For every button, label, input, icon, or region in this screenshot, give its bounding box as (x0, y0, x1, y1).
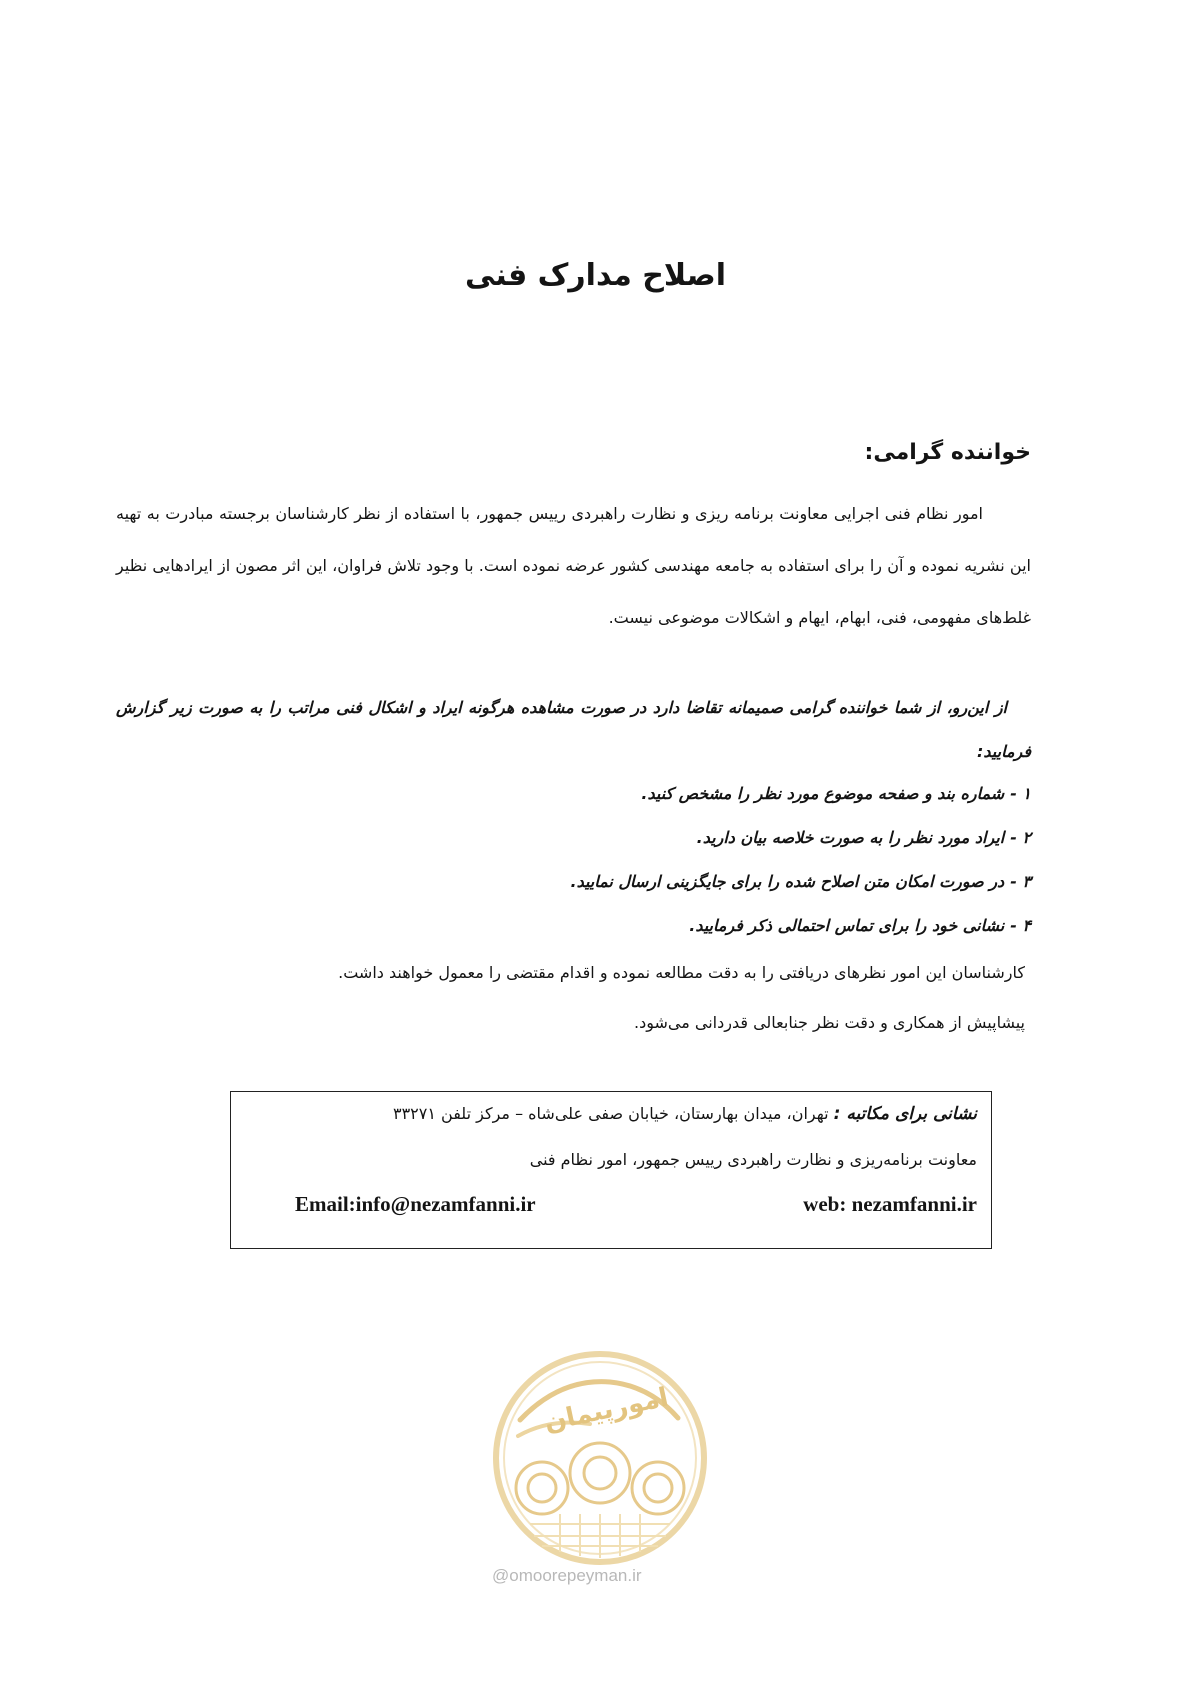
item-number: ۳ - (1010, 872, 1031, 891)
item-number: ۱ - (1010, 784, 1031, 803)
organization-text: معاونت برنامه‌ریزی و نظارت راهبردی رییس جمهور، امور نظام فنی (529, 1150, 977, 1169)
item-number: ۴ - (1010, 916, 1031, 935)
list-item (571, 816, 1032, 860)
omoore-peyman-logo (490, 1348, 710, 1568)
intro-paragraph: امور نظام فنی اجرایی معاونت برنامه ریزی و نظارت راهبردی رییس جمهور، با استفاده از نظر کارشناسان برجسته مبادرت به تهیه این نشریه نموده و آن را برای استفاده به جامعه مهندسی کشور عرضه نموده است. با وجود تلاش فراوان، این اثر مصون از ایرادهایی نظیر غلط‌های مفهومی، فنی، ابهام، ایهام و اشکالات موضوعی نیست. (116, 504, 1031, 627)
list-item (571, 860, 1032, 904)
closing-notes (338, 948, 1031, 1048)
item-number: ۲ - (1010, 828, 1031, 847)
closing-line: پیشاپیش از همکاری و دقت نظر جنابعالی قدردانی می‌شود. (633, 1013, 1025, 1032)
website-link[interactable]: web: nezamfanni.ir (803, 1192, 977, 1216)
list-item (571, 904, 1032, 948)
address-row (393, 1104, 977, 1124)
instructions-list (571, 772, 1032, 948)
item-text: نشانی خود را برای تماس احتمالی ذکر فرمایید. (689, 916, 1005, 935)
email-link[interactable]: Email:info@nezamfanni.ir (295, 1192, 536, 1216)
logo-text: امورپیمان (541, 1382, 672, 1438)
item-text: در صورت امکان متن اصلاح شده را برای جایگزینی ارسال نمایید. (570, 872, 1005, 891)
list-item (571, 772, 1032, 816)
closing-line: کارشناسان این امور نظرهای دریافتی را به دقت مطالعه نموده و اقدام مقتضی را معمول خواهند داشت. (338, 963, 1025, 982)
request-paragraph: از این‌رو، از شما خواننده گرامی صمیمانه تقاضا دارد در صورت مشاهده هرگونه ایراد و اشکال فنی مراتب را به صورت زیر گزارش فرمایید: (116, 698, 1031, 761)
item-text: شماره بند و صفحه موضوع مورد نظر را مشخص کنید. (641, 784, 1005, 803)
reader-heading: خواننده گرامی: (864, 440, 1031, 465)
address-label: نشانی برای مکاتبه : (833, 1104, 977, 1124)
watermark-text: @omoorepeyman.ir (492, 1566, 642, 1585)
page-title: اصلاح مدارک فنی (465, 258, 726, 293)
contact-box (230, 1091, 992, 1249)
address-text: تهران، میدان بهارستان، خیابان صفی علی‌شاه – مرکز تلفن ۳۳۲۷۱ (392, 1104, 829, 1123)
item-text: ایراد مورد نظر را به صورت خلاصه بیان دارید. (696, 828, 1005, 847)
